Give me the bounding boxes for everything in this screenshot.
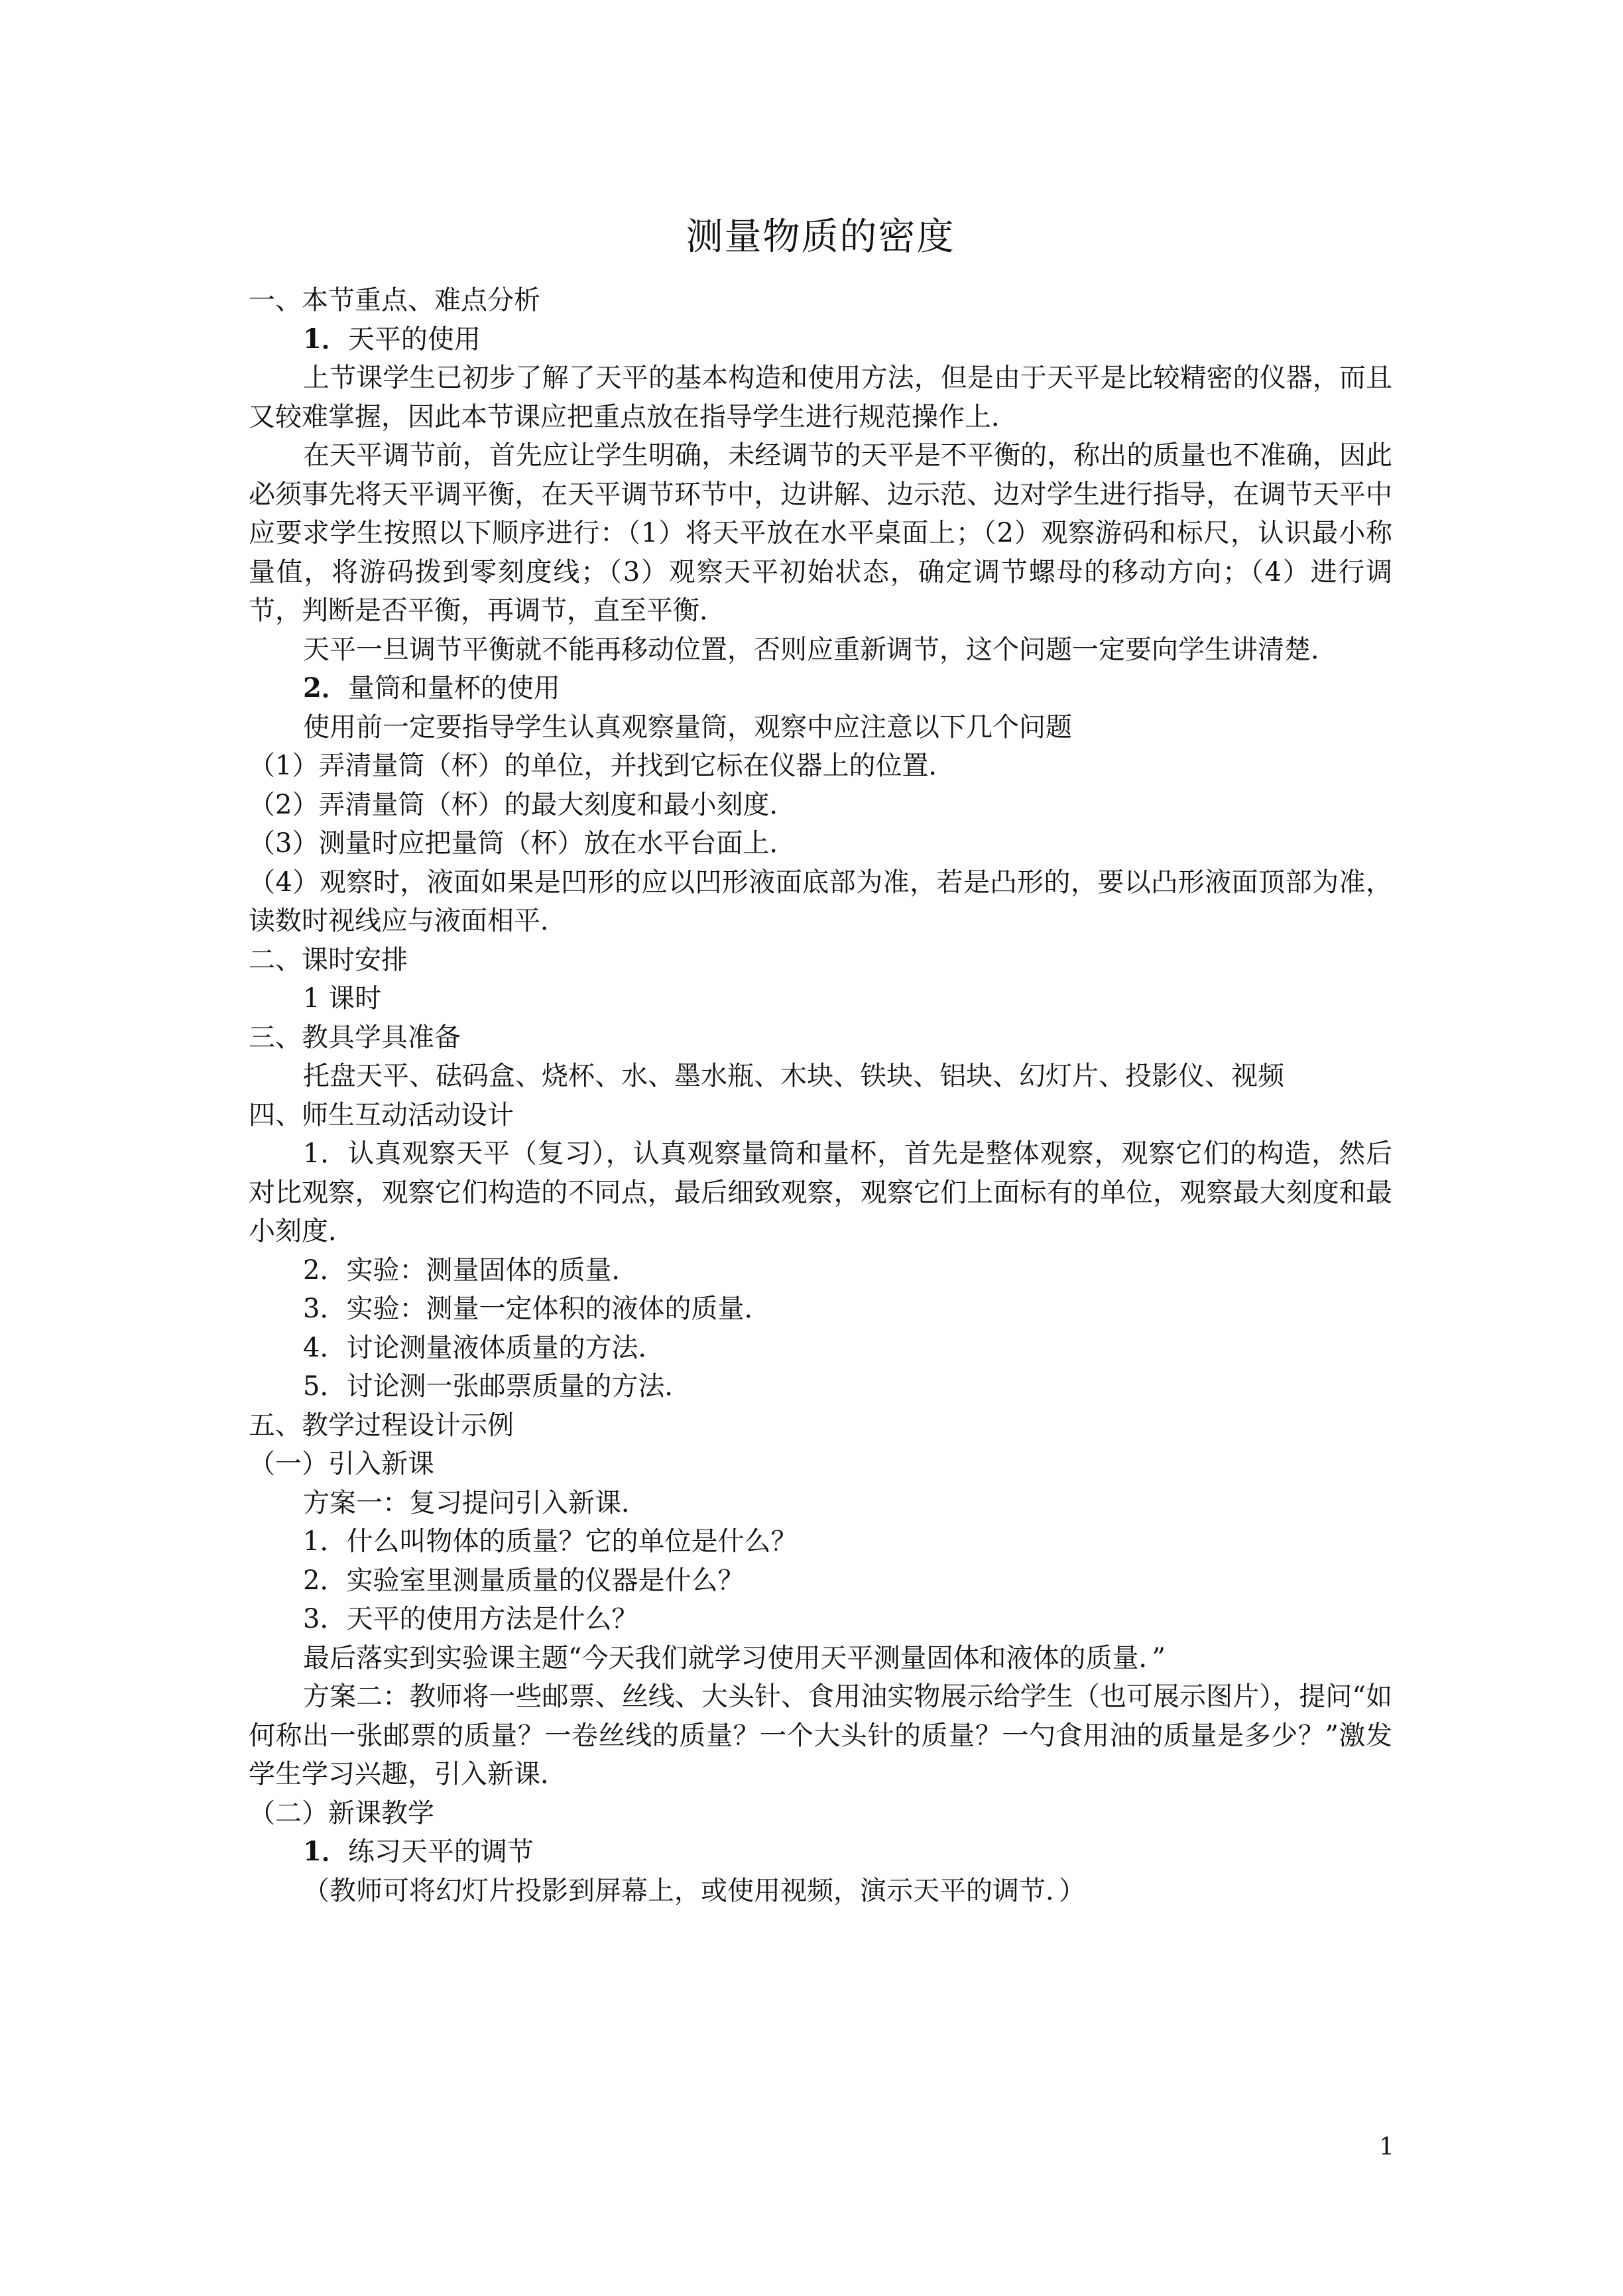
paragraph: 3．天平的使用方法是什么？ xyxy=(303,1604,638,1634)
paragraph: 上节课学生已初步了解了天平的基本构造和使用方法，但是由于天平是比较精密的仪器，而且又较难掌握，因此本节课应把重点放在指导学生进行规范操作上． xyxy=(249,363,1392,432)
subheading-text: 天平的使用 xyxy=(347,324,481,355)
paragraph: 1 课时 xyxy=(303,983,382,1014)
subheading-text: 量筒和量杯的使用 xyxy=(347,673,560,703)
heading-1: 一、本节重点、难点分析 xyxy=(249,285,540,316)
heading-3: 三、教具学具准备 xyxy=(249,1022,461,1053)
subheading-cylinder xyxy=(249,669,1392,708)
section-label: （二）新课教学 xyxy=(249,1797,434,1829)
paragraph: 托盘天平、砝码盒、烧杯、水、墨水瓶、木块、铁块、铝块、幻灯片、投影仪、视频 xyxy=(303,1061,1284,1091)
heading-4: 四、师生互动活动设计 xyxy=(249,1099,514,1130)
paragraph: 1．认真观察天平（复习），认真观察量筒和量杯，首先是整体观察，观察它们的构造，然后对比观察，观察它们构造的不同点，最后细致观察，观察它们上面标有的单位，观察最大刻度和最小刻度． xyxy=(249,1138,1392,1246)
subheading-number: 2． xyxy=(303,672,348,703)
paragraph: 2．实验：测量固体的质量． xyxy=(303,1254,638,1286)
paragraph: 4．讨论测量液体质量的方法． xyxy=(303,1332,665,1363)
subheading-text: 练习天平的调节 xyxy=(347,1837,534,1867)
paragraph: 方案二：教师将一些邮票、丝线、大头针、食用油实物展示给学生（也可展示图片），提问“如何称出一张邮票的质量？一卷丝线的质量？一个大头针的质量？一勺食用油的质量是多少？”激发学生学习兴趣，引入新课． xyxy=(249,1681,1392,1789)
paragraph: （教师可将幻灯片投影到屏幕上，或使用视频，演示天平的调节．） xyxy=(303,1875,1085,1906)
section-label: （一）引入新课 xyxy=(249,1449,434,1479)
page-title: 测量物质的密度 xyxy=(686,215,955,259)
paragraph: 在天平调节前，首先应让学生明确，未经调节的天平是不平衡的，称出的质量也不准确，因此必须事先将天平调平衡，在天平调节环节中，边讲解、边示范、边对学生进行指导，在调节天平中应要求学生按照以下顺序进行：（1）将天平放在水平桌面上；（2）观察游码和标尺，认识最小称量值，将游码拨到零刻度线；（3）观察天平初始状态，确定调节螺母的移动方向；（4）进行调节，判断是否平衡，再调节，直至平衡． xyxy=(249,440,1392,626)
subheading-number: 1． xyxy=(303,1836,348,1867)
list-item: （4）观察时，液面如果是凹形的应以凹形液面底部为准，若是凸形的，要以凸形液面顶部为准，读数时视线应与液面相平． xyxy=(249,867,1392,936)
paragraph: 最后落实到实验课主题“今天我们就学习使用天平测量固体和液体的质量．” xyxy=(303,1642,1166,1673)
subheading-balance xyxy=(249,320,1392,359)
heading-2: 二、课时安排 xyxy=(249,944,408,975)
page-number: 1 xyxy=(1379,2134,1394,2161)
paragraph: 使用前一定要指导学生认真观察量筒，观察中应注意以下几个问题 xyxy=(303,711,1072,743)
paragraph: 2．实验室里测量质量的仪器是什么？ xyxy=(303,1565,745,1596)
paragraph: 天平一旦调节平衡就不能再移动位置，否则应重新调节，这个问题一定要向学生讲清楚． xyxy=(303,634,1337,665)
paragraph: 方案一：复习提问引入新课． xyxy=(303,1487,648,1518)
list-item: （3）测量时应把量筒（杯）放在水平台面上． xyxy=(249,828,796,859)
subheading-practice xyxy=(249,1833,1392,1872)
paragraph: 1．什么叫物体的质量？它的单位是什么？ xyxy=(303,1526,798,1557)
paragraph: 5．讨论测一张邮票质量的方法． xyxy=(303,1371,691,1402)
paragraph: 3．实验：测量一定体积的液体的质量． xyxy=(303,1294,771,1324)
heading-5: 五、教学过程设计示例 xyxy=(249,1410,514,1441)
subheading-number: 1． xyxy=(303,323,348,355)
list-item: （2）弄清量筒（杯）的最大刻度和最小刻度． xyxy=(249,789,796,820)
page-content xyxy=(249,211,1392,1910)
list-item: （1）弄清量筒（杯）的单位，并找到它标在仪器上的位置． xyxy=(249,751,955,781)
